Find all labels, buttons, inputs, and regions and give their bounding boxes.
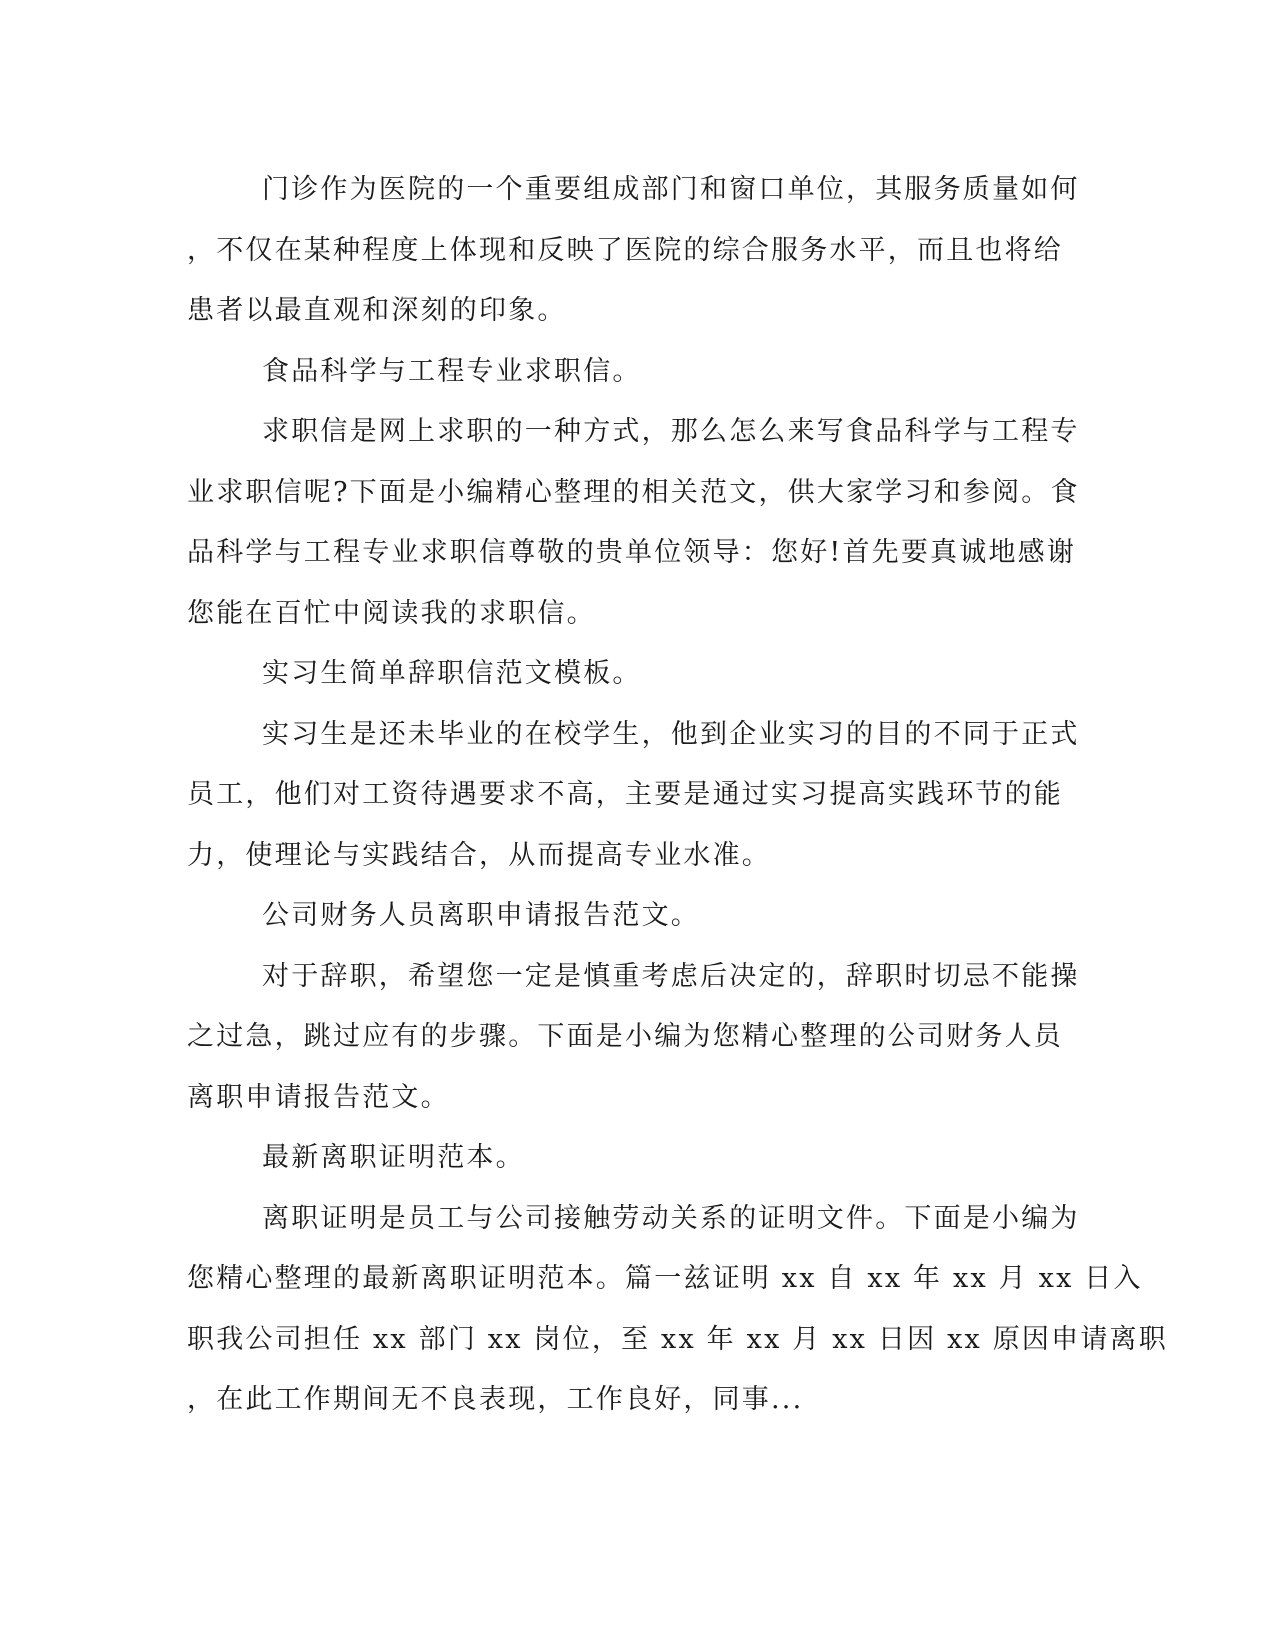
text-line: 对于辞职，希望您一定是慎重考虑后决定的，辞职时切忌不能操 [262, 960, 1080, 992]
paragraph-intern-resignation [187, 705, 1089, 887]
heading-intern-resignation [187, 644, 1089, 705]
heading-food-science-letter [187, 342, 1089, 403]
text-line: ，在此工作期间无不良表现，工作良好，同事... [187, 1384, 804, 1415]
text-line: 员工，他们对工资待遇要求不高，主要是通过实习提高实践环节的能 [187, 779, 1063, 810]
text-line: 品科学与工程专业求职信尊敬的贵单位领导：您好!首先要真诚地感谢 [187, 537, 1077, 568]
text-line: 门诊作为医院的一个重要组成部门和窗口单位，其服务质量如何 [262, 174, 1080, 205]
heading-finance-resignation [187, 886, 1089, 947]
text-line: 您能在百忙中阅读我的求职信。 [187, 597, 596, 629]
text-line: 求职信是网上求职的一种方式，那么怎么来写食品科学与工程专 [262, 416, 1080, 447]
document-body [187, 160, 1168, 1431]
text-line: 最新离职证明范本。 [262, 1142, 525, 1173]
text-line: 实习生简单辞职信范文模板。 [262, 658, 642, 689]
text-line: 离职申请报告范文。 [187, 1081, 450, 1113]
paragraph-outpatient [187, 160, 1089, 342]
paragraph-separation-certificate [187, 1189, 1168, 1431]
text-line: 离职证明是员工与公司接触劳动关系的证明文件。下面是小编为 [262, 1202, 1080, 1234]
paragraph-finance-resignation [187, 947, 1089, 1129]
text-line: 公司财务人员离职申请报告范文。 [262, 900, 700, 931]
text-line: 力，使理论与实践结合，从而提高专业水准。 [187, 839, 771, 871]
paragraph-food-science-letter [187, 402, 1089, 644]
text-line: 实习生是还未毕业的在校学生，他到企业实习的目的不同于正式 [262, 718, 1080, 750]
text-line: 您精心整理的最新离职证明范本。篇一兹证明 xx 自 xx 年 xx 月 xx 日入 [187, 1263, 1143, 1294]
text-line: 患者以最直观和深刻的印象。 [187, 295, 567, 326]
text-line: 职我公司担任 xx 部门 xx 岗位，至 xx 年 xx 月 xx 日因 xx 原因申请离职 [187, 1323, 1168, 1355]
text-line: ，不仅在某种程度上体现和反映了医院的综合服务水平，而且也将给 [187, 234, 1063, 266]
heading-separation-certificate [187, 1128, 1089, 1189]
text-line: 业求职信呢?下面是小编精心整理的相关范文，供大家学习和参阅。食 [187, 476, 1080, 508]
text-line: 食品科学与工程专业求职信。 [262, 355, 642, 387]
text-line: 之过急，跳过应有的步骤。下面是小编为您精心整理的公司财务人员 [187, 1021, 1063, 1052]
